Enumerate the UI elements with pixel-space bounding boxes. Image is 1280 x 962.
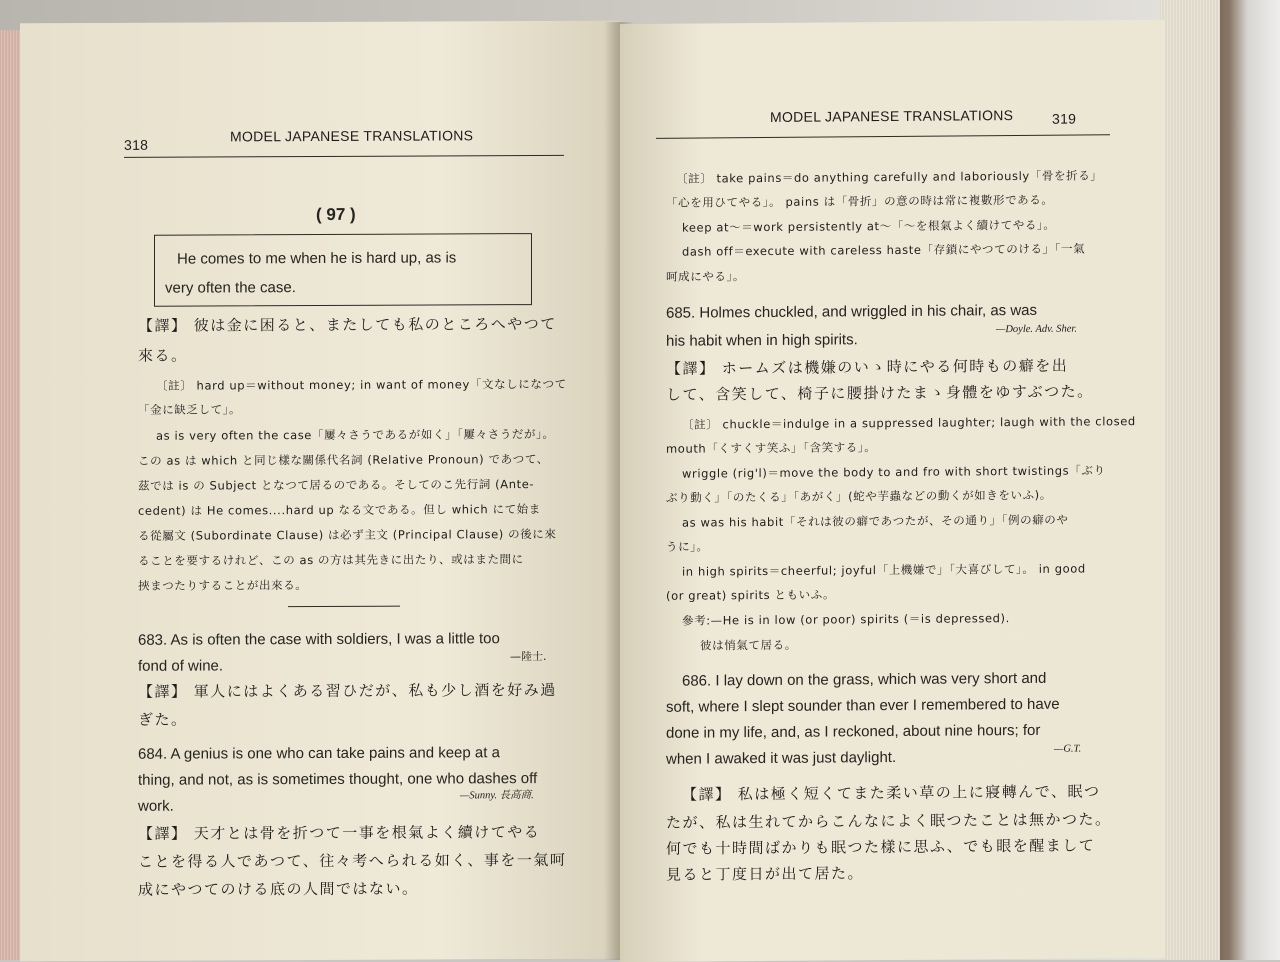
header-rule (124, 155, 564, 158)
text-line: して、含笑して、椅子に腰掛けたまゝ身體をゆすぶつた。 (666, 382, 1094, 404)
text-line: 〔註〕 take pains＝do anything carefully and laboriously「骨を折る」 (676, 168, 1103, 186)
page-edges-right (1160, 0, 1220, 960)
text-line: 見ると丁度日が出て居た。 (666, 864, 865, 884)
text-line: 〔註〕 chuckle＝indulge in a suppressed laughter; laugh with the closed (682, 414, 1136, 432)
text-line: dash off＝execute with careless haste「存鎖にやつてのける」「一氣 (682, 241, 1086, 259)
text-line: 「金に缺乏して」。 (138, 402, 242, 417)
attribution: —Doyle. Adv. Sher. (996, 323, 1077, 336)
text-line: 茲では is の Subject となつて居るのである。そしてのこ先行詞 (Ante- (138, 477, 535, 493)
text-line: 挾まつたりすることが出來る。 (138, 578, 308, 593)
text-line: 彼は悄氣て居る。 (700, 637, 797, 653)
text-line: done in my life, and, as I reckoned, about nine hours; for (666, 721, 1041, 742)
text-line: 【譯】 天才とは骨を折つて一事を根氣よく續けてやる (138, 823, 541, 843)
text-line: cedent) は He comes....hard up なる文である。但し which にて始ま (138, 502, 541, 518)
text-line: soft, where I slept sounder than ever I remembered to have (666, 695, 1060, 716)
text-line: 686. I lay down on the grass, which was very short and (682, 669, 1047, 690)
right-page (620, 20, 1165, 962)
text-line: ぎた。 (138, 710, 188, 729)
text-line: as is very often the case「屢々さうであるが如く」「屢々さうだが」。 (156, 426, 555, 443)
text-line: 【譯】 軍人にはよくある習ひだが、私も少し酒を好み過 (138, 680, 557, 701)
text-line: his habit when in high spirits. (666, 331, 858, 350)
text-line: たが、私は生れてからこんなによく眠つたことは無かつた。 (666, 810, 1112, 832)
text-line: wriggle (rig'l)＝move the body to and fro with short twistings「ぶり (682, 463, 1106, 481)
running-head: MODEL JAPANESE TRANSLATIONS (770, 107, 1014, 125)
attribution: —G.T. (1054, 743, 1082, 755)
text-line: 【譯】 彼は金に困ると、またしても私のところへやつて (138, 314, 557, 335)
text-line: 參考:—He is in low (or poor) spirits (＝is depressed). (682, 611, 1010, 628)
text-line: mouth「くすくす笑ふ」「含笑する」。 (666, 440, 877, 456)
text-line: when I awaked it was just daylight. (666, 748, 897, 768)
section-number: ( 97 ) (316, 204, 356, 225)
text-line: as was his habit「それは彼の癖であつたが、その通り」「例の癖のや (682, 512, 1069, 530)
text-line: fond of wine. (138, 657, 224, 675)
header-rule (656, 134, 1110, 139)
text-line: keep at～＝work persistently at～「～を根氣よく續けてやる」。 (682, 217, 1056, 235)
text-line: 何でも十時間ばかりも眠つた樣に思ふ、でも眼を醒まして (666, 836, 1096, 858)
text-line: この as は which と同じ樣な關係代名詞 (Relative Pronoun) であつて、 (138, 452, 549, 468)
text-line: 【譯】 私は極く短くてまた柔い草の上に寢轉んで、眠つ (682, 782, 1101, 804)
text-line: 成にやつてのける底の人間ではない。 (138, 879, 419, 899)
text-line: 684. A genius is one who can take pains and keep at a (138, 744, 500, 763)
attribution: —陸士. (510, 650, 547, 664)
text-line: work. (138, 797, 174, 815)
running-head: MODEL JAPANESE TRANSLATIONS (230, 127, 474, 145)
page-edges-left (0, 30, 22, 960)
text-line: 呵成にやる」。 (666, 269, 745, 284)
text-line: 683. As is often the case with soldiers, I was a little too (138, 630, 500, 649)
page-number: 319 (1052, 110, 1077, 127)
boxed-line: He comes to me when he is hard up, as is (177, 249, 457, 268)
text-line: (or great) spirits ともいふ。 (666, 587, 836, 603)
text-line: る從屬文 (Subordinate Clause) は必ず主文 (Principal Clause) の後に來 (138, 526, 557, 543)
text-line: ぶり動く」「のたくる」「あがく」(蛇や芋蟲などの動くが如きをいふ)。 (666, 487, 1052, 505)
attribution: —Sunny. 長高商. (460, 790, 534, 802)
page-number: 318 (124, 136, 149, 153)
text-line: 685. Holmes chuckled, and wriggled in his chair, as was (666, 301, 1038, 322)
text-line: ることを要するけれど、この as の方は其先きに出たり、或はまた間に (138, 552, 524, 568)
section-divider (288, 606, 400, 607)
text-line: 〔註〕 hard up＝without money; in want of money「文なしになつて (156, 376, 567, 393)
boxed-sentence (154, 233, 532, 307)
text-line: 來る。 (138, 346, 188, 365)
boxed-line: very often the case. (165, 279, 296, 297)
text-line: ことを得る人であつて、往々考へられる如く、事を一氣呵 (138, 850, 567, 871)
text-line: in high spirits＝cheerful; joyful「上機嫌で」「大喜びして」。 in good (682, 561, 1086, 579)
text-line: うに」。 (666, 539, 709, 554)
text-line: 【譯】 ホームズは機嫌のいゝ時にやる何時もの癖を出 (666, 356, 1069, 378)
text-line: thing, and not, as is sometimes thought, one who dashes off (138, 770, 538, 789)
left-page (20, 21, 620, 962)
text-line: 「心を用ひてやる」。 pains は「骨折」の意の時は常に複數形である。 (666, 192, 1054, 210)
